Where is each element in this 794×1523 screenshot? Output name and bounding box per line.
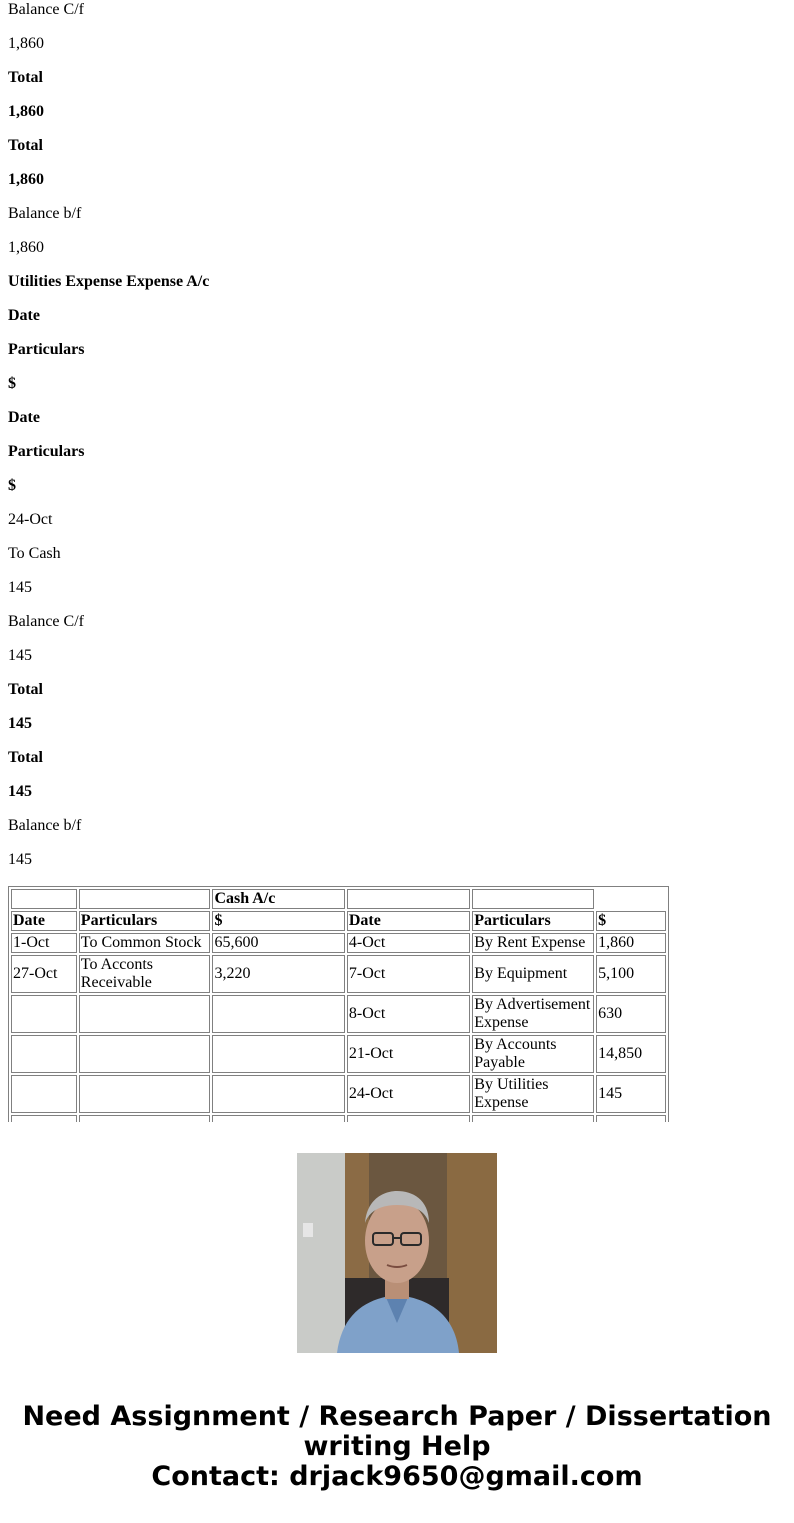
document-line: Balance b/f	[8, 205, 82, 222]
document-line: Balance b/f	[8, 817, 82, 834]
cell-date: 27-Oct	[11, 955, 77, 993]
cell-particulars: To Acconts Receivable	[79, 955, 211, 993]
column-header-particulars: Particulars	[472, 911, 594, 931]
document-line: 24-Oct	[8, 511, 53, 528]
document-line: Total	[8, 137, 43, 154]
column-header-amount: $	[596, 911, 666, 931]
table-cell	[347, 889, 470, 909]
document-line: Balance C/f	[8, 1, 84, 18]
promo-section	[0, 1122, 794, 1523]
document-line: 145	[8, 715, 32, 732]
column-header-amount: $	[212, 911, 344, 931]
document-line: 1,860	[8, 171, 44, 188]
table-title-row	[11, 889, 666, 909]
cell-amount	[212, 1035, 344, 1073]
table-row	[11, 1075, 666, 1113]
document-line: Total	[8, 681, 43, 698]
promo-line: writing Help	[303, 1431, 491, 1462]
cell-date: 7-Oct	[347, 955, 470, 993]
table-cell	[79, 889, 211, 909]
document-line: Date	[8, 409, 40, 426]
table-row	[11, 995, 666, 1033]
cell-date: 4-Oct	[347, 933, 470, 953]
table-title: Cash A/c	[212, 889, 344, 909]
table-row	[11, 1035, 666, 1073]
document-line: 145	[8, 851, 32, 868]
promo-line: Need Assignment / Research Paper / Dissertation	[22, 1401, 772, 1432]
document-line: 1,860	[8, 35, 44, 52]
document-line: $	[8, 375, 16, 392]
document-line: Particulars	[8, 341, 85, 358]
cash-account-table-wrapper	[8, 886, 669, 1122]
document-body	[8, 0, 788, 884]
cell-particulars	[79, 995, 211, 1033]
cell-particulars	[79, 1035, 211, 1073]
cash-account-table	[8, 886, 669, 1156]
document-line: Total	[8, 69, 43, 86]
cell-amount: 14,850	[596, 1035, 666, 1073]
cell-amount: 1,860	[596, 933, 666, 953]
cell-date: 24-Oct	[347, 1075, 470, 1113]
cell-particulars: By Advertisement Expense	[472, 995, 594, 1033]
promo-contact: Contact: drjack9650@gmail.com	[151, 1461, 643, 1492]
cell-date: 8-Oct	[347, 995, 470, 1033]
document-line: Total	[8, 749, 43, 766]
avatar	[297, 1153, 497, 1353]
document-line: Particulars	[8, 443, 85, 460]
document-line: Balance C/f	[8, 613, 84, 630]
cell-date: 21-Oct	[347, 1035, 470, 1073]
document-line: $	[8, 477, 16, 494]
column-header-particulars: Particulars	[79, 911, 211, 931]
document-line: Utilities Expense Expense A/c	[8, 273, 210, 290]
document-line: To Cash	[8, 545, 61, 562]
cell-particulars: By Accounts Payable	[472, 1035, 594, 1073]
column-header-date: Date	[11, 911, 77, 931]
cell-particulars	[79, 1075, 211, 1113]
cell-amount: 65,600	[212, 933, 344, 953]
cell-particulars: To Common Stock	[79, 933, 211, 953]
document-line: 1,860	[8, 103, 44, 120]
promo-message	[0, 1402, 794, 1492]
table-row	[11, 933, 666, 953]
cell-amount: 145	[596, 1075, 666, 1113]
document-line: 145	[8, 783, 32, 800]
cell-particulars: By Equipment	[472, 955, 594, 993]
avatar-photo-icon	[297, 1153, 497, 1353]
cell-amount: 630	[596, 995, 666, 1033]
document-line: 1,860	[8, 239, 44, 256]
table-cell	[596, 889, 666, 909]
cell-date	[11, 1035, 77, 1073]
cell-amount	[212, 1075, 344, 1113]
cell-particulars: By Rent Expense	[472, 933, 594, 953]
table-row	[11, 955, 666, 993]
table-header-row	[11, 911, 666, 931]
cell-date	[11, 1075, 77, 1113]
document-line: 145	[8, 647, 32, 664]
cell-date: 1-Oct	[11, 933, 77, 953]
cell-amount: 5,100	[596, 955, 666, 993]
cell-amount	[212, 995, 344, 1033]
cell-amount: 3,220	[212, 955, 344, 993]
document-line: 145	[8, 579, 32, 596]
table-cell	[11, 889, 77, 909]
document-line: Date	[8, 307, 40, 324]
cell-particulars: By Utilities Expense	[472, 1075, 594, 1113]
table-cell	[472, 889, 594, 909]
cell-date	[11, 995, 77, 1033]
column-header-date: Date	[347, 911, 470, 931]
